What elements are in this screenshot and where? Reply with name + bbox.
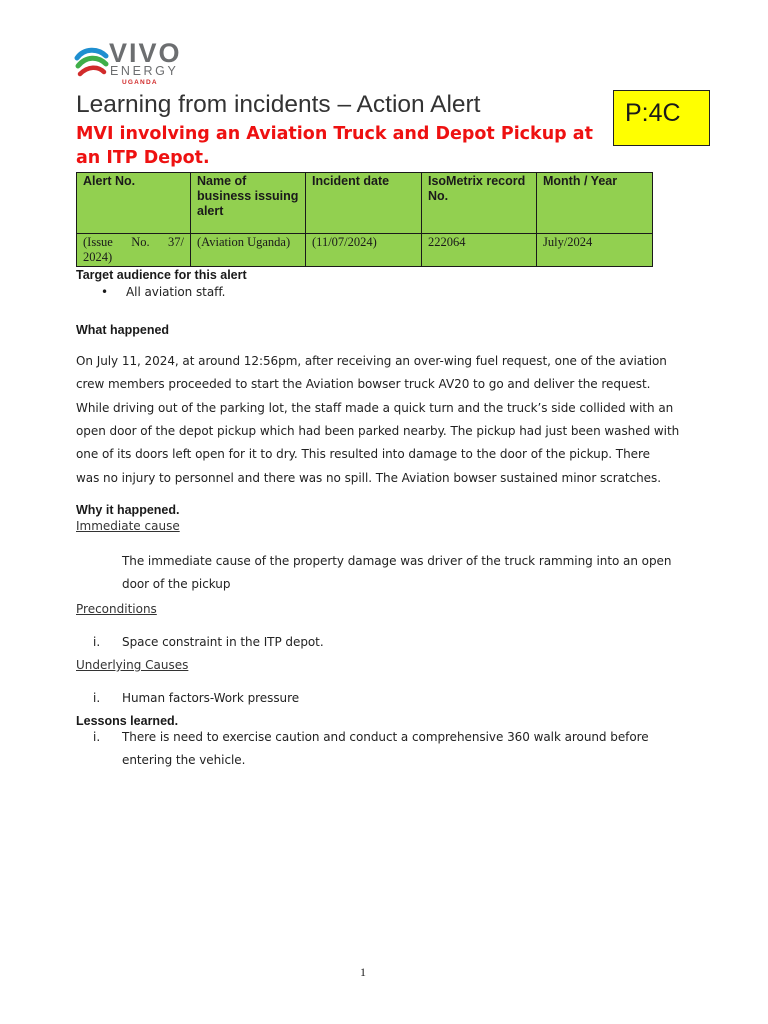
audience-bullet: • xyxy=(101,285,109,299)
cell-alert-no: (Issue No. 37/ 2024) xyxy=(77,234,191,267)
header-incident-date: Incident date xyxy=(306,173,422,234)
lessons-line: entering the vehicle. xyxy=(122,753,246,767)
lessons-marker: i. xyxy=(93,730,101,744)
cell-incident-date: (11/07/2024) xyxy=(306,234,422,267)
why-heading: Why it happened. xyxy=(76,503,180,517)
logo-wordmark-uganda: UGANDA xyxy=(122,79,158,86)
immediate-cause-line: door of the pickup xyxy=(122,577,231,591)
what-happened-line: crew members proceeded to start the Aviation bowser truck AV20 to go and deliver the request. xyxy=(76,377,651,391)
what-happened-heading: What happened xyxy=(76,323,170,337)
preconditions-item: Space constraint in the ITP depot. xyxy=(122,635,324,649)
immediate-cause-line: The immediate cause of the property damage was driver of the truck ramming into an open xyxy=(122,554,672,568)
lessons-line: There is need to exercise caution and conduct a comprehensive 360 walk around before xyxy=(122,730,649,744)
table-header-row xyxy=(77,173,653,234)
what-happened-line: one of its doors left open for it to dry. This resulted into damage to the door of the pickup. There xyxy=(76,447,650,461)
logo-wordmark: VIVO xyxy=(109,38,182,68)
header-business-name: Name of business issuing alert xyxy=(191,173,306,234)
logo-wordmark-energy: ENERGY xyxy=(110,64,179,78)
cell-month-year: July/2024 xyxy=(537,234,653,267)
cell-business-name: (Aviation Uganda) xyxy=(191,234,306,267)
alert-info-table xyxy=(76,172,653,267)
header-isometrix-no: IsoMetrix record No. xyxy=(422,173,537,234)
underlying-causes-label: Underlying Causes xyxy=(76,658,189,672)
underlying-causes-item: Human factors-Work pressure xyxy=(122,691,300,705)
header-alert-no: Alert No. xyxy=(77,173,191,234)
alert-subtitle: MVI involving an Aviation Truck and Depot Pickup at an ITP Depot. xyxy=(76,124,593,168)
audience-item: All aviation staff. xyxy=(126,285,226,299)
preconditions-label: Preconditions xyxy=(76,602,157,616)
what-happened-line: open door of the depot pickup which had been parked nearby. The pickup had just been washed with xyxy=(76,424,680,438)
page-number: 1 xyxy=(360,965,366,979)
lessons-heading: Lessons learned. xyxy=(76,714,179,728)
underlying-causes-marker: i. xyxy=(93,691,101,705)
what-happened-line: On July 11, 2024, at around 12:56pm, after receiving an over-wing fuel request, one of the aviation xyxy=(76,354,667,368)
page-code-badge: P:4C xyxy=(613,90,710,146)
preconditions-marker: i. xyxy=(93,635,101,649)
header-month-year: Month / Year xyxy=(537,173,653,234)
audience-heading: Target audience for this alert xyxy=(76,268,247,282)
page-title: Learning from incidents – Action Alert xyxy=(76,91,481,118)
immediate-cause-label: Immediate cause xyxy=(76,519,180,533)
table-row xyxy=(77,234,653,267)
what-happened-line: While driving out of the parking lot, the staff made a quick turn and the truck’s side collided with an xyxy=(76,401,674,415)
what-happened-line: was no injury to personnel and there was no spill. The Aviation bowser sustained minor scratches. xyxy=(76,471,661,485)
cell-isometrix-no: 222064 xyxy=(422,234,537,267)
